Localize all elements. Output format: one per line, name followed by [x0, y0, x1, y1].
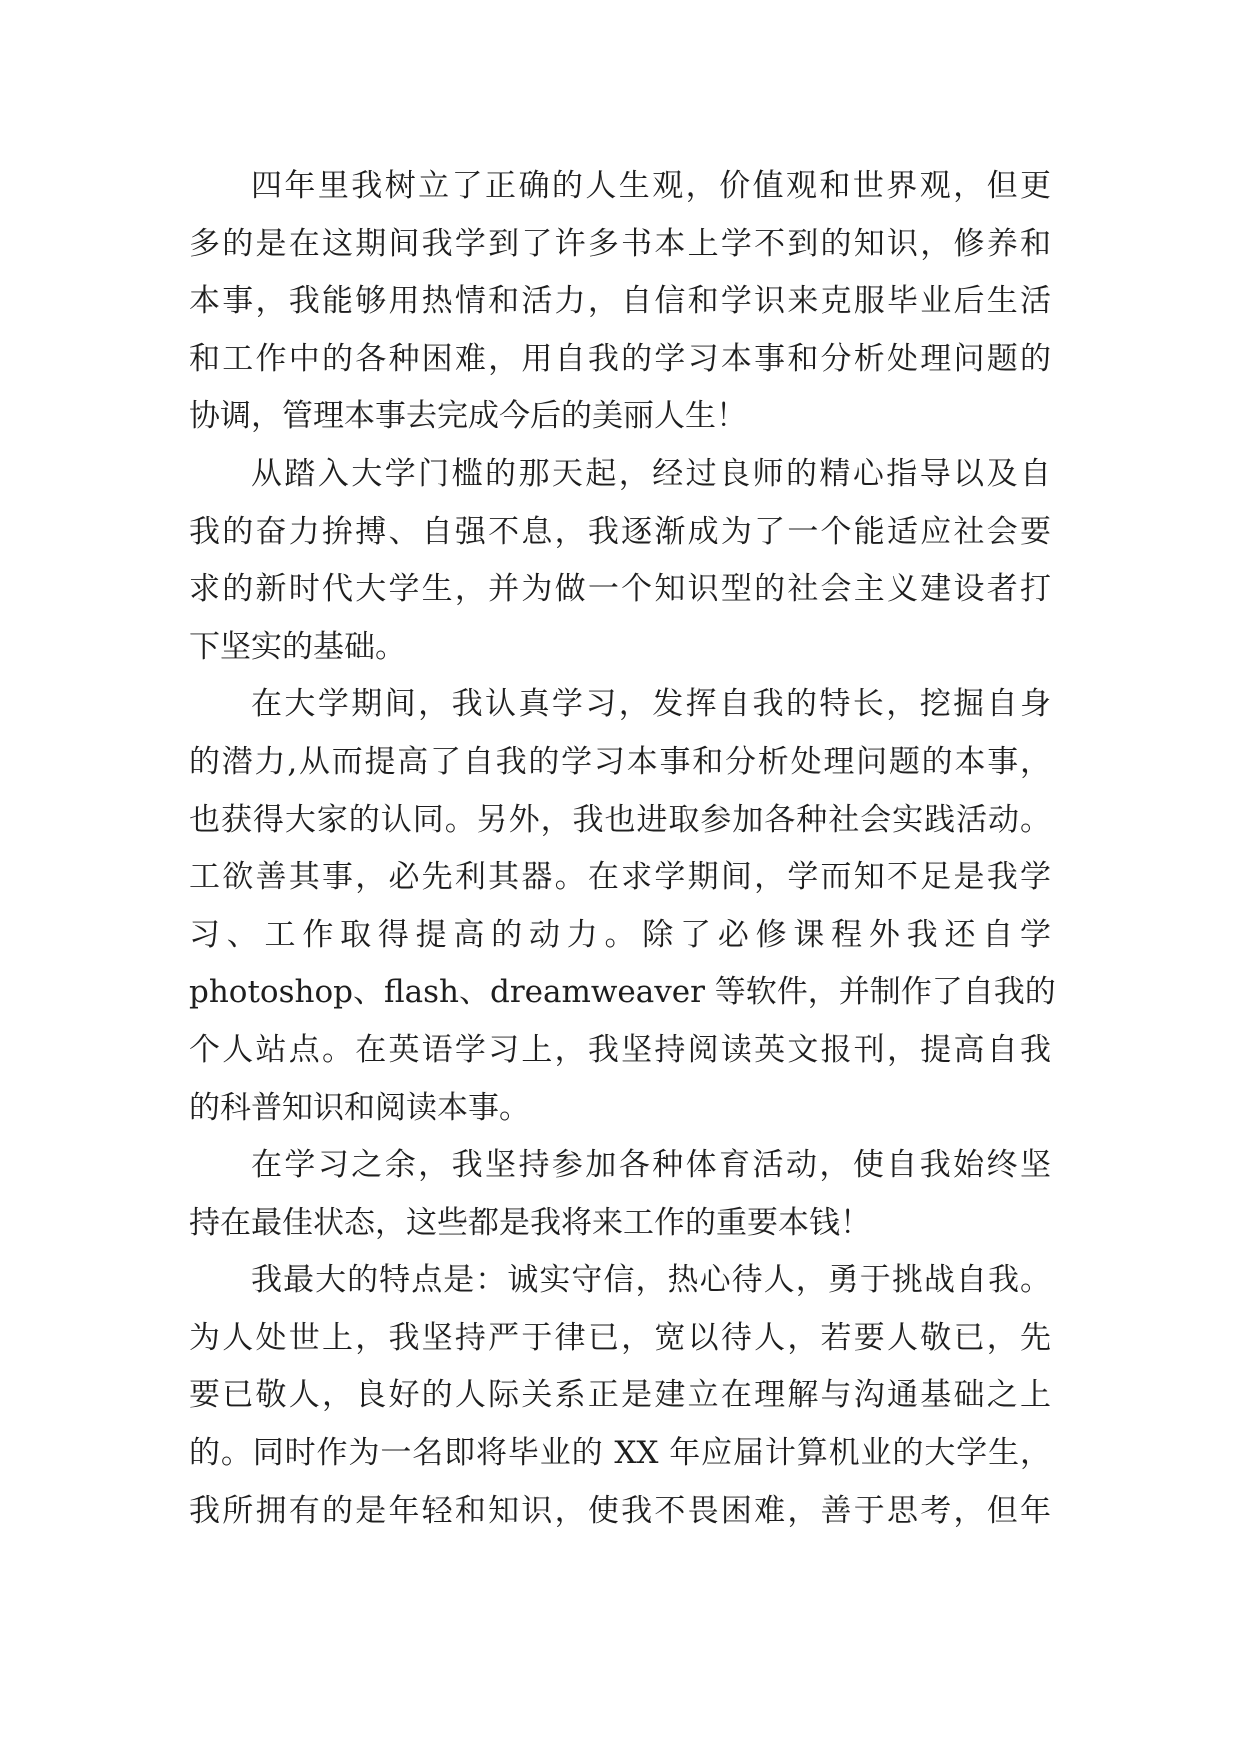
text-line: 工欲善其事，必先利其器。在求学期间，学而知不足是我学	[189, 859, 1051, 896]
body-text	[189, 158, 1056, 1540]
text-line: 求的新时代大学生，并为做一个知识型的社会主义建设者打	[189, 571, 1051, 608]
text-line: photoshop、flash、dreamweaver 等软件，并制作了自我的	[189, 974, 1056, 1011]
text-line: 四年里我树立了正确的人生观，价值观和世界观，但更	[251, 168, 1051, 204]
text-line: 的潜力,从而提高了自我的学习本事和分析处理问题的本事，	[189, 743, 1051, 780]
text-line: 的。同时作为一名即将毕业的 XX 年应届计算机业的大学生，	[189, 1435, 1051, 1472]
text-line: 协调，管理本事去完成今后的美丽人生！	[189, 398, 747, 435]
text-line: 从踏入大学门槛的那天起，经过良师的精心指导以及自	[251, 455, 1051, 492]
text-line: 和工作中的各种困难，用自我的学习本事和分析处理问题的	[189, 340, 1051, 377]
text-line: 我所拥有的是年轻和知识，使我不畏困难，善于思考，但年	[189, 1492, 1051, 1529]
text-line: 我的奋力拚搏、自强不息，我逐渐成为了一个能适应社会要	[189, 513, 1051, 550]
text-line: 在大学期间，我认真学习，发挥自我的特长，挖掘自身	[251, 686, 1051, 723]
text-line: 个人站点。在英语学习上，我坚持阅读英文报刊，提高自我	[189, 1031, 1051, 1068]
text-line: 下坚实的基础。	[189, 628, 406, 665]
text-line: 也获得大家的认同。另外，我也进取参加各种社会实践活动。	[189, 801, 1051, 838]
text-line: 要已敬人，良好的人际关系正是建立在理解与沟通基础之上	[189, 1377, 1051, 1414]
text-line: 我最大的特点是：诚实守信，热心待人，勇于挑战自我。	[251, 1262, 1051, 1299]
text-line: 多的是在这期间我学到了许多书本上学不到的知识，修养和	[189, 225, 1051, 262]
text-line: 本事，我能够用热情和活力，自信和学识来克服毕业后生活	[189, 283, 1051, 320]
text-line: 的科普知识和阅读本事。	[189, 1089, 530, 1126]
text-line: 持在最佳状态，这些都是我将来工作的重要本钱！	[189, 1204, 871, 1241]
text-line: 在学习之余，我坚持参加各种体育活动，使自我始终坚	[251, 1147, 1051, 1184]
text-line: 习、工作取得提高的动力。除了必修课程外我还自学	[189, 916, 1051, 953]
text-line: 为人处世上，我坚持严于律已，宽以待人，若要人敬已，先	[189, 1319, 1051, 1356]
